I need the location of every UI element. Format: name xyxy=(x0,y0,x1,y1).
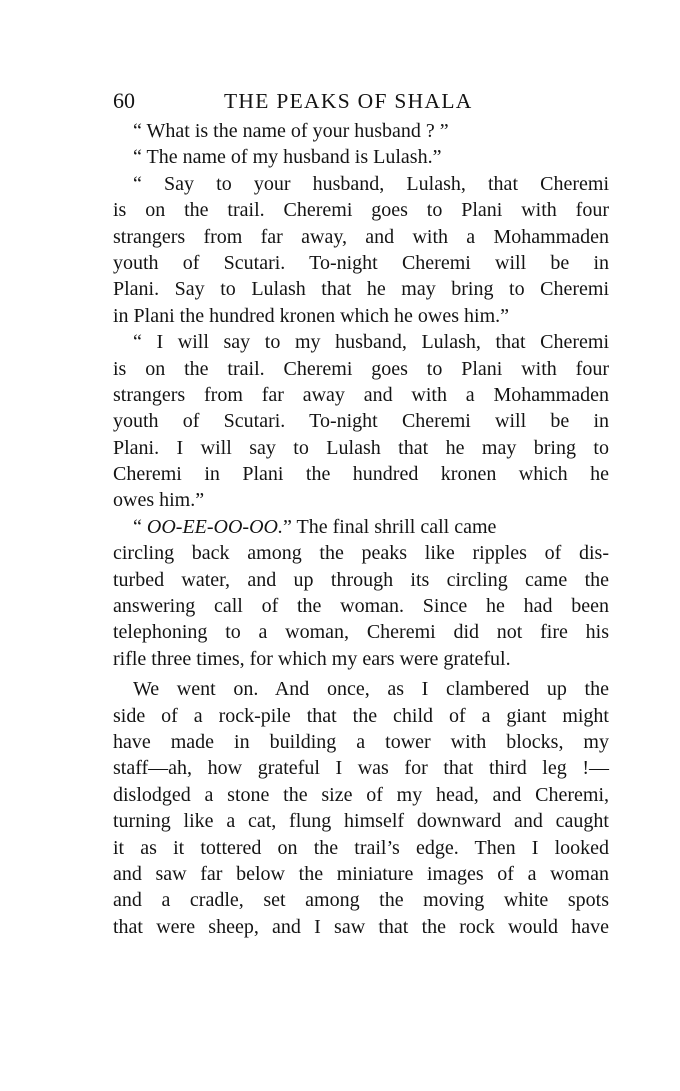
text-line: turbed water, and up through its circling came the xyxy=(113,568,609,591)
running-title: THE PEAKS OF SHALA xyxy=(224,89,473,113)
text-line: telephoning to a woman, Cheremi did not fire his xyxy=(113,621,609,644)
text-line: is on the trail. Cheremi goes to Plani with four xyxy=(113,199,609,222)
text-line: owes him.” xyxy=(113,489,205,512)
text-line: that were sheep, and I saw that the rock would have xyxy=(113,915,609,938)
text-line: in Plani the hundred kronen which he owes him.” xyxy=(113,304,510,327)
text-line: staff—ah, how grateful I was for that third leg !— xyxy=(113,757,609,780)
quote-mark: “ xyxy=(133,515,147,538)
text-line: Plani. Say to Lulash that he may bring to Cheremi xyxy=(113,278,609,301)
text-line: We went on. And once, as I clambered up the xyxy=(133,678,609,701)
text-line: “ I will say to my husband, Lulash, that Cheremi xyxy=(133,331,609,354)
text-line: “ What is the name of your husband ? ” xyxy=(133,120,449,142)
text-line: side of a rock-pile that the child of a giant might xyxy=(113,704,609,727)
text-line: Plani. I will say to Lulash that he may bring to xyxy=(113,436,609,459)
text-line: and saw far below the miniature images of a woman xyxy=(113,862,609,885)
text-line: “ The name of my husband is Lulash.” xyxy=(133,146,442,169)
text-line: youth of Scutari. To-night Cheremi will be in xyxy=(113,251,609,274)
call-continuation: ” The final shrill call came xyxy=(282,515,497,538)
text-line: youth of Scutari. To-night Cheremi will be in xyxy=(113,410,609,433)
text-line: strangers from far away, and with a Mohammaden xyxy=(113,225,609,248)
text-line: rifle three times, for which my ears were grateful. xyxy=(113,647,511,670)
call-text: OO-EE-OO-OO. xyxy=(146,515,283,538)
text-line: and a cradle, set among the moving white spots xyxy=(113,889,609,912)
body-text xyxy=(113,118,609,940)
text-line: strangers from far away and with a Mohammaden xyxy=(113,383,609,406)
text-line: answering call of the woman. Since he had been xyxy=(113,595,609,618)
text-line: turning like a cat, flung himself downward and caught xyxy=(113,810,609,833)
text-line: “ Say to your husband, Lulash, that Cheremi xyxy=(133,172,609,195)
text-line: dislodged a stone the size of my head, and Cheremi, xyxy=(113,783,609,806)
text-line: it as it tottered on the trail’s edge. Then I looked xyxy=(113,836,609,859)
text-line: have made in building a tower with blocks, my xyxy=(113,730,609,753)
page-header xyxy=(113,84,613,118)
page-number: 60 xyxy=(113,88,135,113)
text-line: Cheremi in Plani the hundred kronen which he xyxy=(113,463,609,486)
text-line: is on the trail. Cheremi goes to Plani with four xyxy=(113,357,609,380)
text-line: circling back among the peaks like ripples of dis- xyxy=(113,542,609,565)
text-line-call xyxy=(113,514,609,540)
